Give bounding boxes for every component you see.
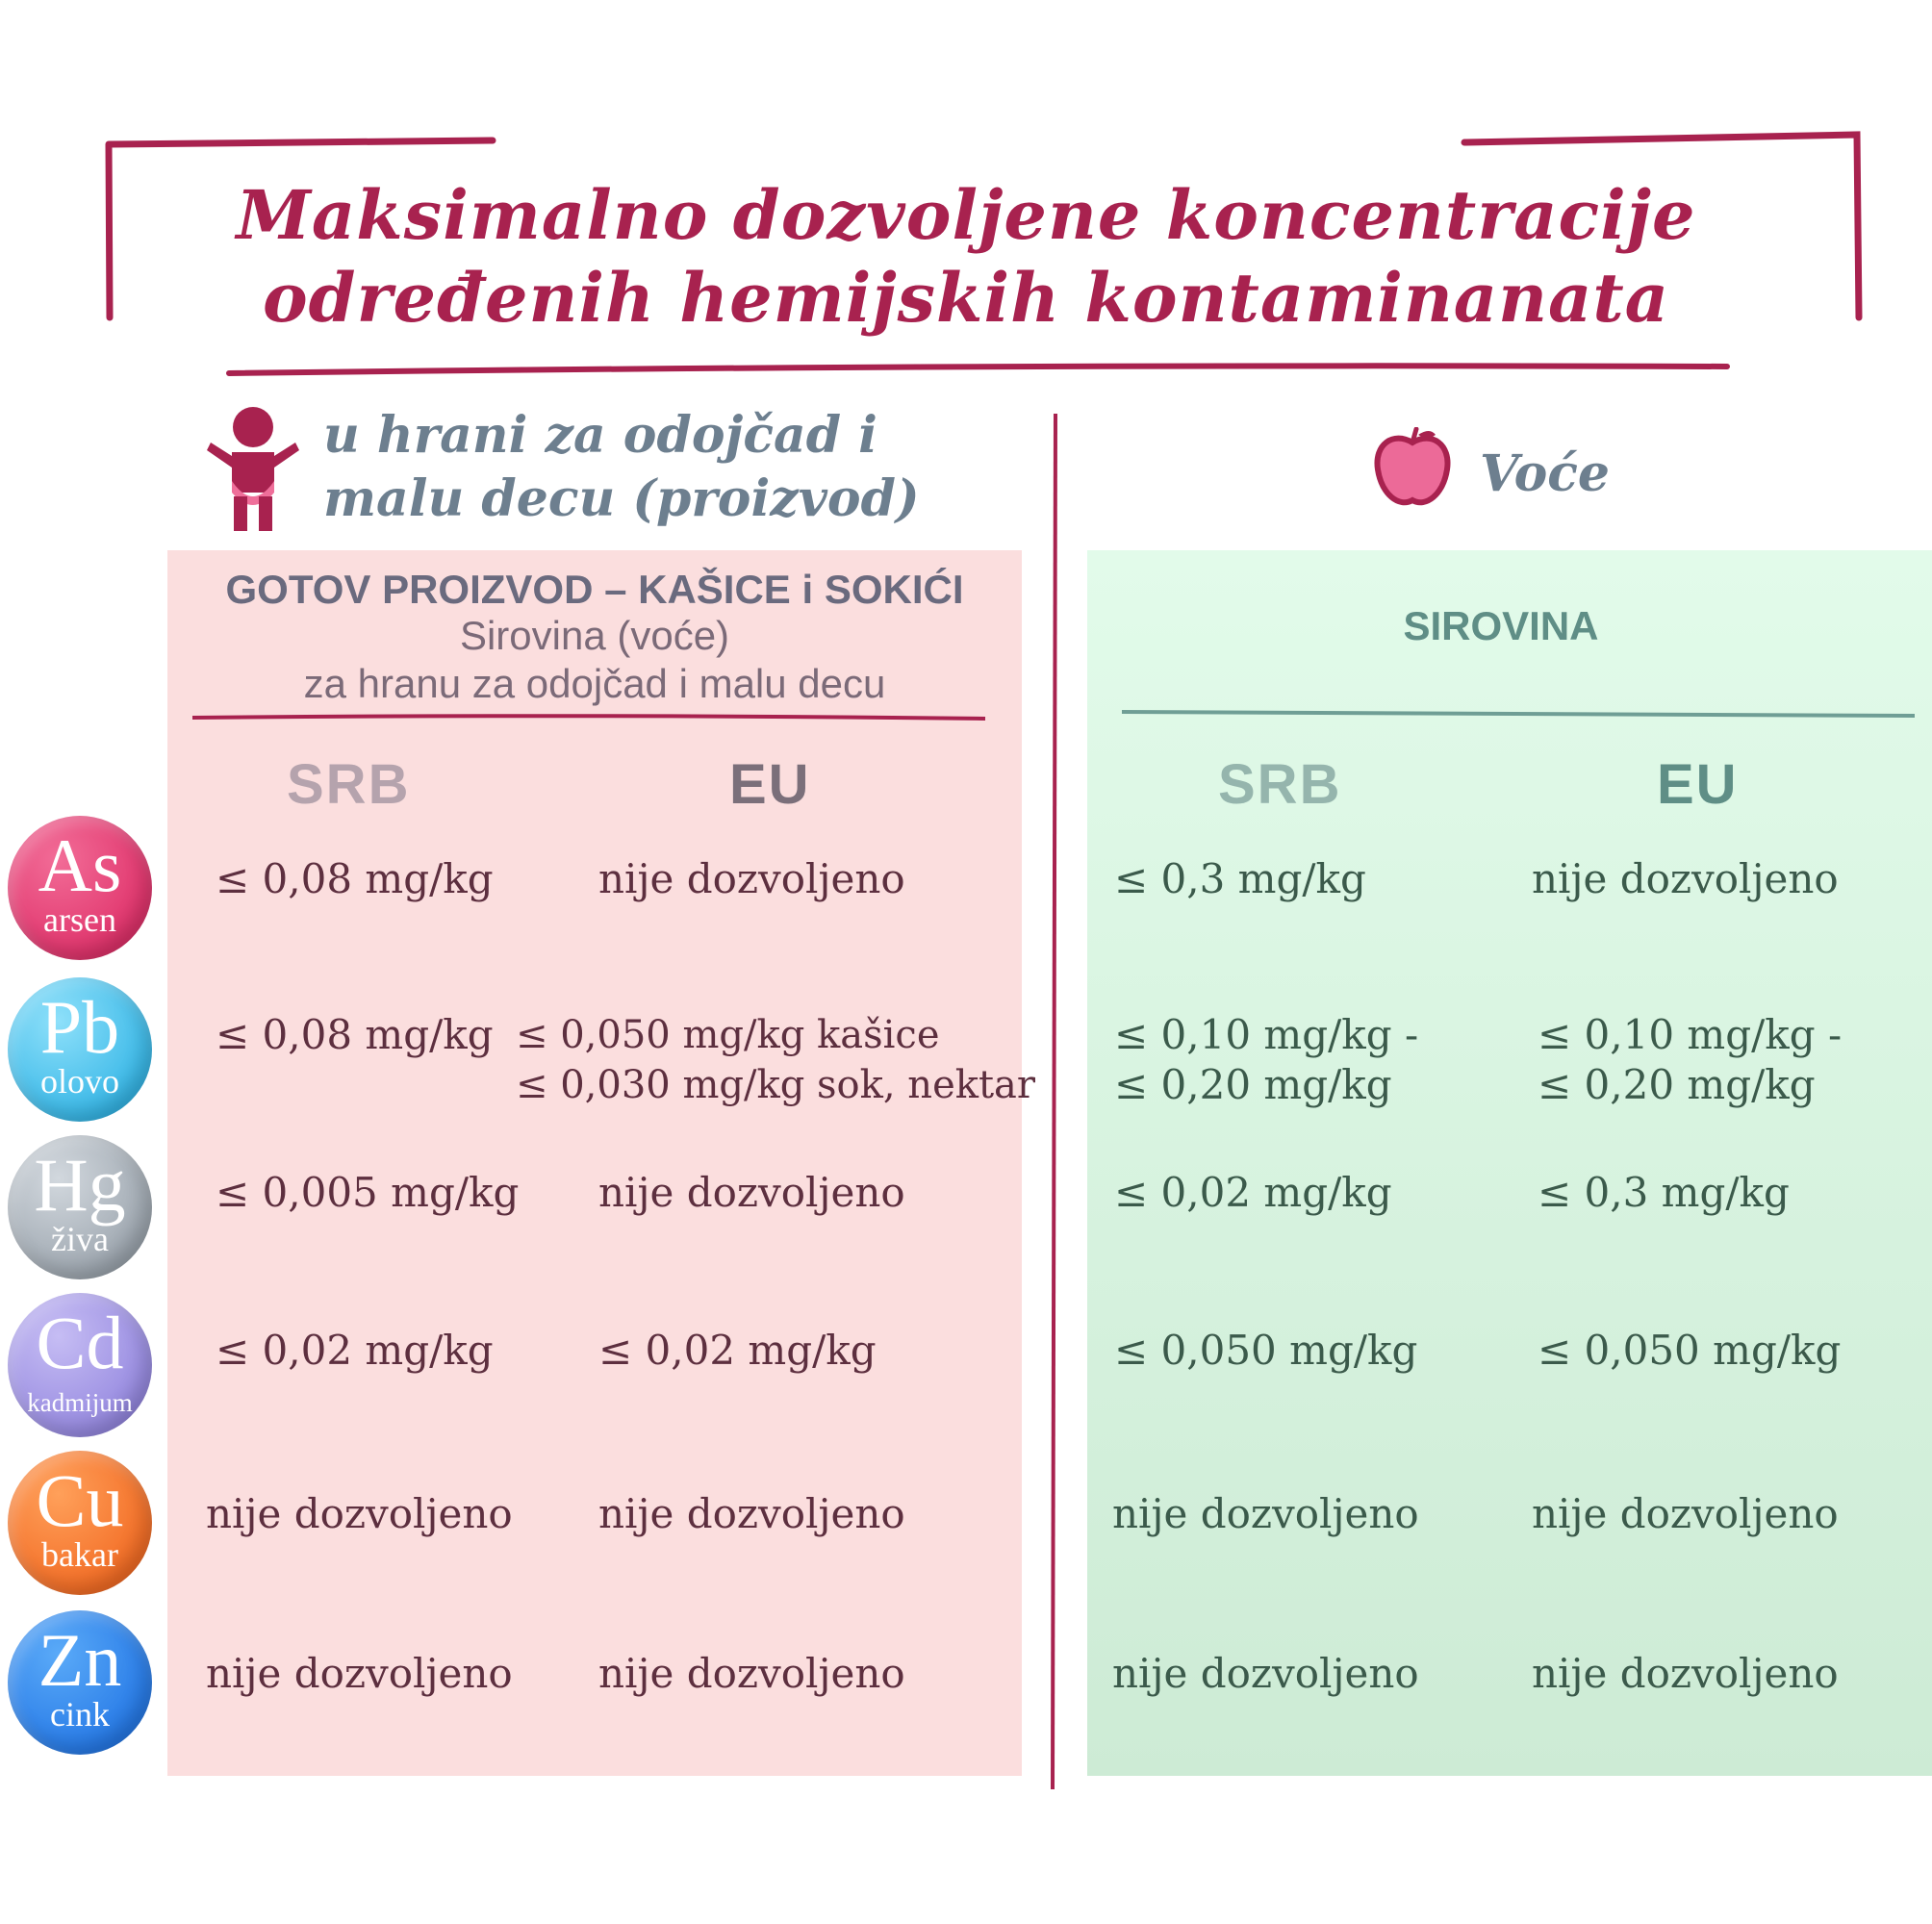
pb-eu-left-2: ≤ 0,030 mg/kg sok, nektar — [516, 1063, 1036, 1107]
bakar-symbol: Cu — [36, 1458, 124, 1542]
zn-srb-left: nije dozvoljeno — [206, 1650, 513, 1697]
hg-srb-left: ≤ 0,005 mg/kg — [216, 1169, 520, 1216]
pb-eu-left-1: ≤ 0,050 mg/kg kašice — [516, 1013, 940, 1057]
cd-eu-right: ≤ 0,050 mg/kg — [1538, 1327, 1842, 1374]
left-col-eu: EU — [729, 753, 811, 816]
ziva-badge — [8, 1135, 152, 1279]
hg-eu-right: ≤ 0,3 mg/kg — [1538, 1169, 1790, 1216]
fruit-panel — [1087, 550, 1932, 1776]
right-col-eu: EU — [1657, 753, 1739, 816]
cu-eu-left: nije dozvoljeno — [598, 1490, 905, 1537]
zn-eu-left: nije dozvoljeno — [598, 1650, 905, 1697]
cink-name: cink — [50, 1695, 110, 1734]
baby-icon — [207, 404, 299, 531]
pb-srb-right-1: ≤ 0,10 mg/kg - — [1114, 1011, 1419, 1058]
hg-srb-right: ≤ 0,02 mg/kg — [1114, 1169, 1392, 1216]
arsen-symbol: As — [38, 823, 122, 907]
olovo-name: olovo — [39, 1062, 119, 1101]
as-eu-left: nije dozvoljeno — [598, 855, 905, 902]
infant-food-panel — [167, 550, 1022, 1776]
pb-eu-right-1: ≤ 0,10 mg/kg - — [1538, 1011, 1843, 1058]
pb-eu-right-2: ≤ 0,20 mg/kg — [1538, 1061, 1816, 1108]
left-section-label-line-2: malu decu (proizvod) — [323, 469, 920, 528]
as-srb-left: ≤ 0,08 mg/kg — [216, 855, 494, 902]
right-col-srb: SRB — [1218, 753, 1342, 816]
bakar-badge — [8, 1451, 152, 1595]
right-section-label: Voće — [1480, 444, 1611, 503]
zn-eu-right: nije dozvoljeno — [1532, 1650, 1839, 1697]
page-title-line-1: Maksimalno dozvoljene koncentracije — [236, 175, 1696, 255]
cu-srb-left: nije dozvoljeno — [206, 1490, 513, 1537]
left-section-label-line-1: u hrani za odojčad i — [323, 406, 877, 465]
arsen-badge — [8, 816, 152, 960]
apple-icon — [1374, 427, 1451, 508]
as-srb-right: ≤ 0,3 mg/kg — [1114, 855, 1366, 902]
pb-srb-right-2: ≤ 0,20 mg/kg — [1114, 1061, 1392, 1108]
cd-srb-left: ≤ 0,02 mg/kg — [216, 1327, 494, 1374]
zn-srb-right: nije dozvoljeno — [1112, 1650, 1419, 1697]
olovo-symbol: Pb — [39, 985, 120, 1069]
left-col-srb: SRB — [287, 753, 411, 816]
cu-eu-right: nije dozvoljeno — [1532, 1490, 1839, 1537]
left-sub-header-line-1: GOTOV PROIZVOD – KAŠICE i SOKIĆI — [225, 567, 964, 612]
ziva-name: živa — [51, 1220, 109, 1258]
hg-eu-left: nije dozvoljeno — [598, 1169, 905, 1216]
as-eu-right: nije dozvoljeno — [1532, 855, 1839, 902]
arsen-name: arsen — [43, 900, 116, 939]
kadmijum-symbol: Cd — [36, 1301, 124, 1384]
right-sub-header: SIROVINA — [1403, 603, 1599, 648]
kadmijum-badge — [8, 1293, 152, 1437]
cink-symbol: Zn — [38, 1618, 122, 1702]
ziva-symbol: Hg — [34, 1143, 126, 1227]
kadmijum-name: kadmijum — [27, 1388, 133, 1417]
bakar-name: bakar — [41, 1535, 118, 1574]
cink-badge — [8, 1610, 152, 1755]
cu-srb-right: nije dozvoljeno — [1112, 1490, 1419, 1537]
page-title-line-2: određenih hemijskih kontaminanata — [262, 258, 1670, 338]
pb-srb-left: ≤ 0,08 mg/kg — [216, 1011, 494, 1058]
olovo-badge — [8, 977, 152, 1122]
left-sub-header-underline — [191, 712, 989, 723]
left-sub-header-line-2: Sirovina (voće) — [459, 613, 730, 658]
right-sub-header-underline — [1120, 708, 1919, 720]
cd-eu-left: ≤ 0,02 mg/kg — [598, 1327, 877, 1374]
center-divider — [1049, 414, 1062, 1789]
left-sub-header-line-3: za hranu za odojčad i malu decu — [303, 661, 886, 706]
cd-srb-right: ≤ 0,050 mg/kg — [1114, 1327, 1418, 1374]
